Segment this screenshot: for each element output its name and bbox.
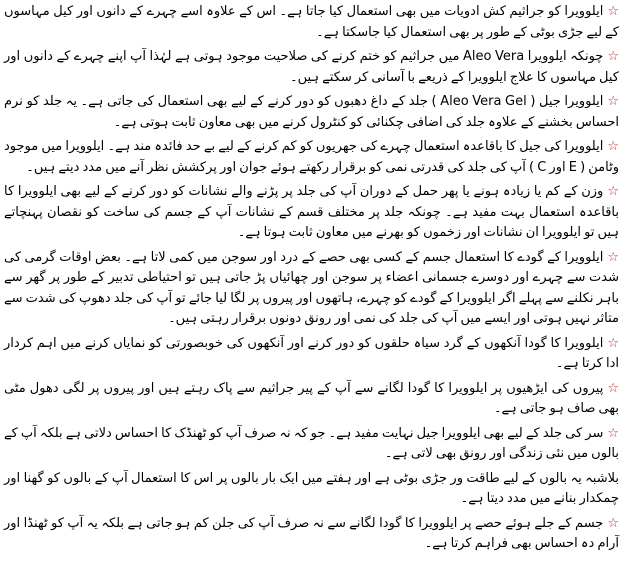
paragraph-text: ایلوویرا کا گودا آنکھوں کے گرد سیاہ حلقوں کو دور کرنے اور آنکھوں کی خوبصورتی کو نمایاں کرنے میں اہم کردار ادا کرتا ہے۔ [4,335,619,371]
paragraph-text: پیروں کی ایڑھیوں پر ایلوویرا کا گودا لگانے سے آپ کے پیر جراثیم سے پاک رہتے ہیں اور پیروں پر لگی دھول مٹی بھی صاف ہو جاتی ہے۔ [4,380,619,416]
paragraph-3 [4,92,619,133]
paragraph-4 [4,137,619,178]
paragraph-text: ایلوویرا کو جراثیم کش ادویات میں بھی استعمال کیا جاتا ہے۔ اس کے علاوہ اسے چہرے کے دانوں اور کیل مہاسوں کے لیے جڑی بوٹی کے طور پر بھی استعمال کیا جاسکتا ہے۔ [4,4,619,40]
star-bullet-icon: ☆ [607,425,619,441]
paragraph-text: ایلوویرا جیل ( Aleo Vera Gel ) جلد کے داغ دھبوں کو دور کرنے کے لیے بھی استعمال کی جاتی ہے۔ یہ جلد کو نرم احساس بخشنے کے علاوہ جلد کی اضافی چکنائی کو کنٹرول کرنے میں بھی معاون ثابت ہوتی ہے۔ [4,94,619,130]
star-bullet-icon: ☆ [607,249,619,265]
star-bullet-icon: ☆ [607,515,619,531]
star-bullet-icon: ☆ [607,94,620,109]
paragraph-9 [4,424,619,465]
paragraph-text: چونکہ ایلوویرا Aleo Vera میں جراثیم کو ختم کرنے کی صلاحیت موجود ہوتی ہے لہٰذا آپ اپنے چہرے کے دانوں اور کیل مہاسوں کا علاج ایلوویرا کے ذریعے با آسانی کر سکتے ہیں۔ [4,49,619,85]
star-bullet-icon: ☆ [607,49,619,64]
paragraph-5 [4,182,619,244]
star-bullet-icon: ☆ [607,139,619,154]
paragraph-10 [4,469,619,510]
paragraph-text: بلاشبہ یہ بالوں کے لیے طاقت ور جڑی بوٹی ہے اور ہفتے میں ایک بار بالوں پر اس کا استعمال آپ کے بالوں کو گھنا اور چمکدار بنانے میں مدد دیتا ہے۔ [4,470,619,506]
paragraph-6 [4,248,619,330]
paragraph-7 [4,334,619,375]
paragraph-1 [4,2,619,43]
star-bullet-icon: ☆ [607,335,619,351]
paragraph-2 [4,47,619,88]
paragraph-text: ایلوویرا کی جیل کا باقاعدہ استعمال چہرے کی جھریوں کو کم کرنے کے لیے بے حد فائدہ مند ہے۔ ایلوویرا میں موجود وٹامن ( E اور C ) آپ کی جلد کی قدرتی نمی کو برقرار رکھتے ہوئے جوان اور پرکشش نظر آنے میں مدد دیتے ہیں۔ [4,139,619,175]
paragraph-text: وزن کے کم یا زیادہ ہونے یا پھر حمل کے دوران آپ کی جلد پر پڑنے والے نشانات کو دور کرنے کے لیے بھی ایلوویرا کا باقاعدہ استعمال بہت مفید ہے۔ چونکہ جلد پر مختلف قسم کے نشانات آپ کے جسم کی ساخت کو نقصان پہنچاتے ہیں تو ایلوویرا ان نشانات اور زخموں کو بھرنے میں معاون ثابت ہوتا ہے۔ [4,184,619,240]
paragraph-11 [4,514,619,555]
star-bullet-icon: ☆ [607,4,619,19]
paragraph-text: جسم کے جلے ہوئے حصے پر ایلوویرا کا گودا لگانے سے نہ صرف آپ کی جلن کم ہو جاتی ہے بلکہ یہ آپ کو ٹھنڈا اور آرام دہ احساس بھی فراہم کرتا ہے۔ [4,515,619,551]
paragraph-text: سر کی جلد کے لیے بھی ایلوویرا جیل نہایت مفید ہے۔ جو کہ نہ صرف آپ کو ٹھنڈک کا احساس دلاتی ہے بلکہ آپ کے بالوں میں نئی زندگی اور رونق بھی لاتی ہے۔ [3,425,619,461]
paragraph-8 [4,379,619,420]
star-bullet-icon: ☆ [607,184,619,199]
paragraph-text: ایلوویرا کے گودے کا استعمال جسم کے کسی بھی حصے کے درد اور سوجن میں کمی لاتا ہے۔ بعض اوقات گرمی کی شدت سے چہرے اور دوسرے جسمانی اعضاء پر سوجن اور چھائیاں پڑ جاتی ہیں تو احتیاطی تدبیر کے طور پر گھر سے باہر نکلنے سے پہلے اگر ایلوویرا کے گودے کو چہرے، ہاتھوں اور پیروں پر لگا لیا جائے تو آپ کی جلد دھوپ کی شدت سے متاثر نہیں ہوتی اور ایسے میں آپ کی جلد کی نمی اور رونق دونوں برقرار رہتی ہیں۔ [4,249,619,326]
star-bullet-icon: ☆ [607,380,619,396]
